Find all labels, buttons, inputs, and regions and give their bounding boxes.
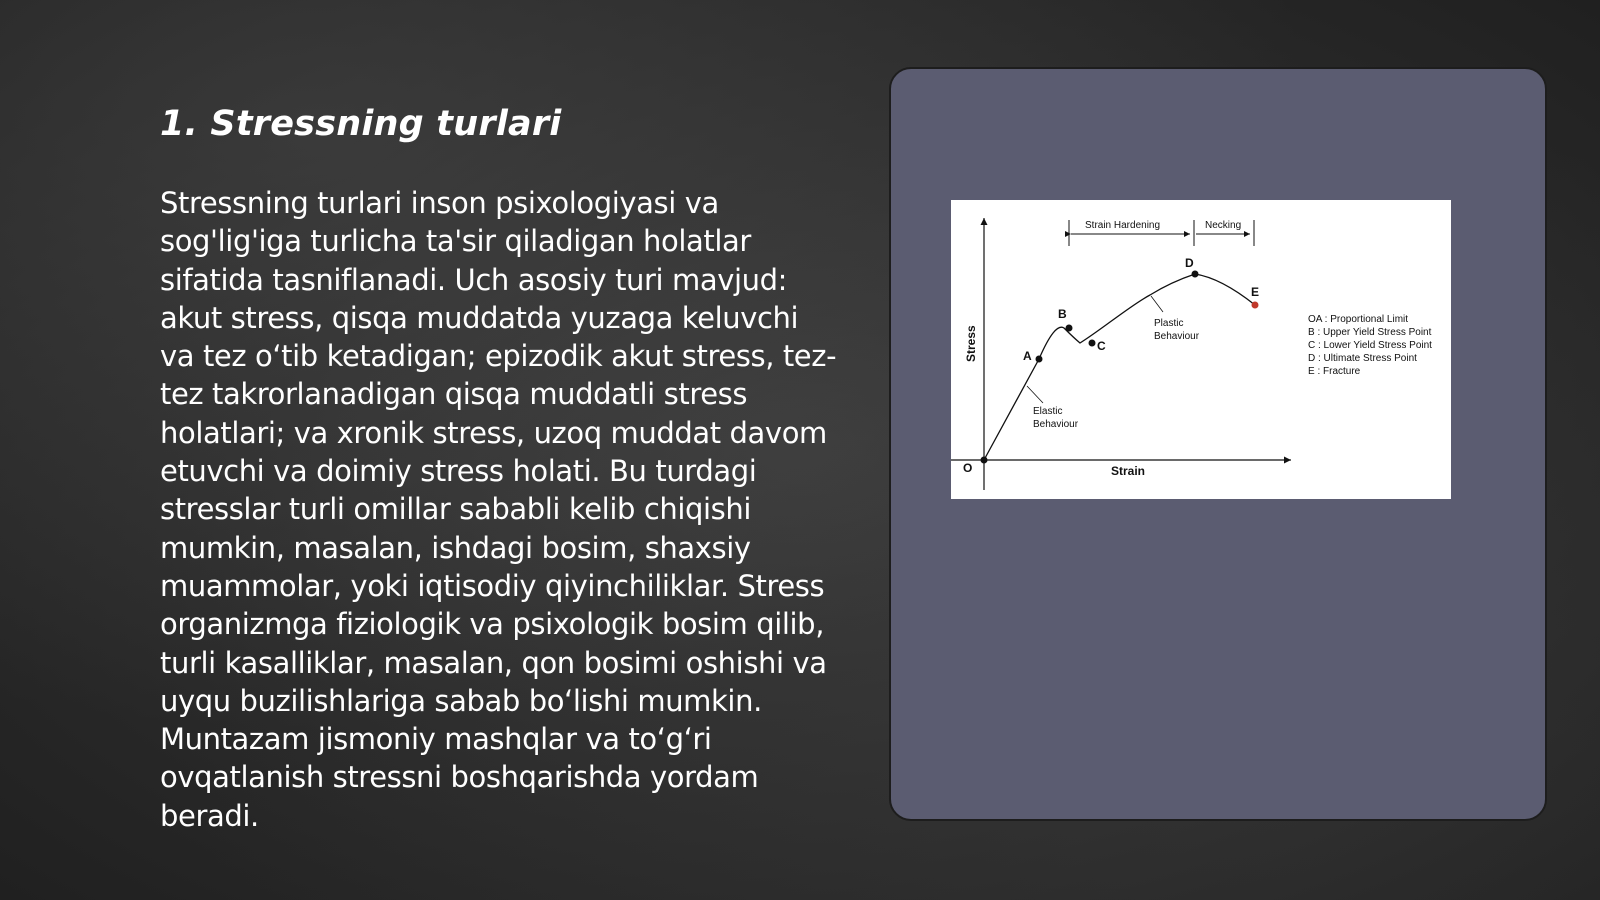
elastic-label-line2: Behaviour [1033, 419, 1079, 430]
stress-strain-svg [951, 200, 1451, 499]
body-paragraph: Stressning turlari inson psixologiyasi va sog'lig'iga turlicha ta'sir qiladigan holatlar sifatida tasniflanadi. Uch asosiy turi mavjud: akut stress, qisqa muddatda yuzaga keluvchi va tez o‘tib ketadigan; epizodik akut stress, tez-tez takrorlanadigan qisqa muddatli stress holatlari; va xronik stress, uzoq muddat davom etuvchi va doimiy stress holati. Bu turdagi stresslar turli omillar sababli kelib chiqishi mumkin, masalan, ishdagi bosim, shaxsiy muammolar, yoki iqtisodiy qiyinchiliklar. Stress organizmga fiziologik va psixologik bosim qilib, turli kasalliklar, masalan, qon bosimi oshishi va uyqu buzilishlariga sabab bo‘lishi mumkin. Muntazam jismoniy mashqlar va to‘g‘ri ovqatlanish stressni boshqarishda yordam beradi. [160, 186, 837, 833]
legend-item-b: B : Upper Yield Stress Point [1308, 327, 1432, 338]
point-o [981, 457, 988, 464]
y-axis-label: Stress [964, 325, 978, 362]
point-d [1192, 271, 1199, 278]
label-point-c: C [1097, 339, 1106, 353]
legend-item-d: D : Ultimate Stress Point [1308, 353, 1417, 364]
slide-title: 1. Stressning turlari [160, 104, 562, 144]
legend-item-c: C : Lower Yield Stress Point [1308, 340, 1432, 351]
point-c [1089, 340, 1096, 347]
plastic-label-line2: Behaviour [1154, 331, 1200, 342]
elastic-pointer [1027, 386, 1043, 403]
legend-item-oa: OA : Proportional Limit [1308, 314, 1409, 325]
point-a [1036, 356, 1043, 363]
strain-hardening-label: Strain Hardening [1085, 220, 1161, 231]
label-origin: O [963, 461, 973, 475]
stress-strain-curve [984, 274, 1255, 460]
plastic-pointer [1151, 296, 1163, 312]
stress-strain-graph [951, 200, 1451, 499]
legend-item-e: E : Fracture [1308, 366, 1361, 377]
necking-label: Necking [1205, 220, 1242, 231]
image-card [889, 67, 1547, 821]
label-point-b: B [1058, 307, 1067, 321]
elastic-label-line1: Elastic [1033, 406, 1063, 417]
point-b [1066, 325, 1073, 332]
point-e [1252, 302, 1259, 309]
plastic-label-line1: Plastic [1154, 318, 1184, 329]
label-point-d: D [1185, 256, 1194, 270]
label-point-a: A [1023, 349, 1032, 363]
x-axis-label: Strain [1111, 464, 1146, 478]
label-point-e: E [1251, 285, 1260, 299]
